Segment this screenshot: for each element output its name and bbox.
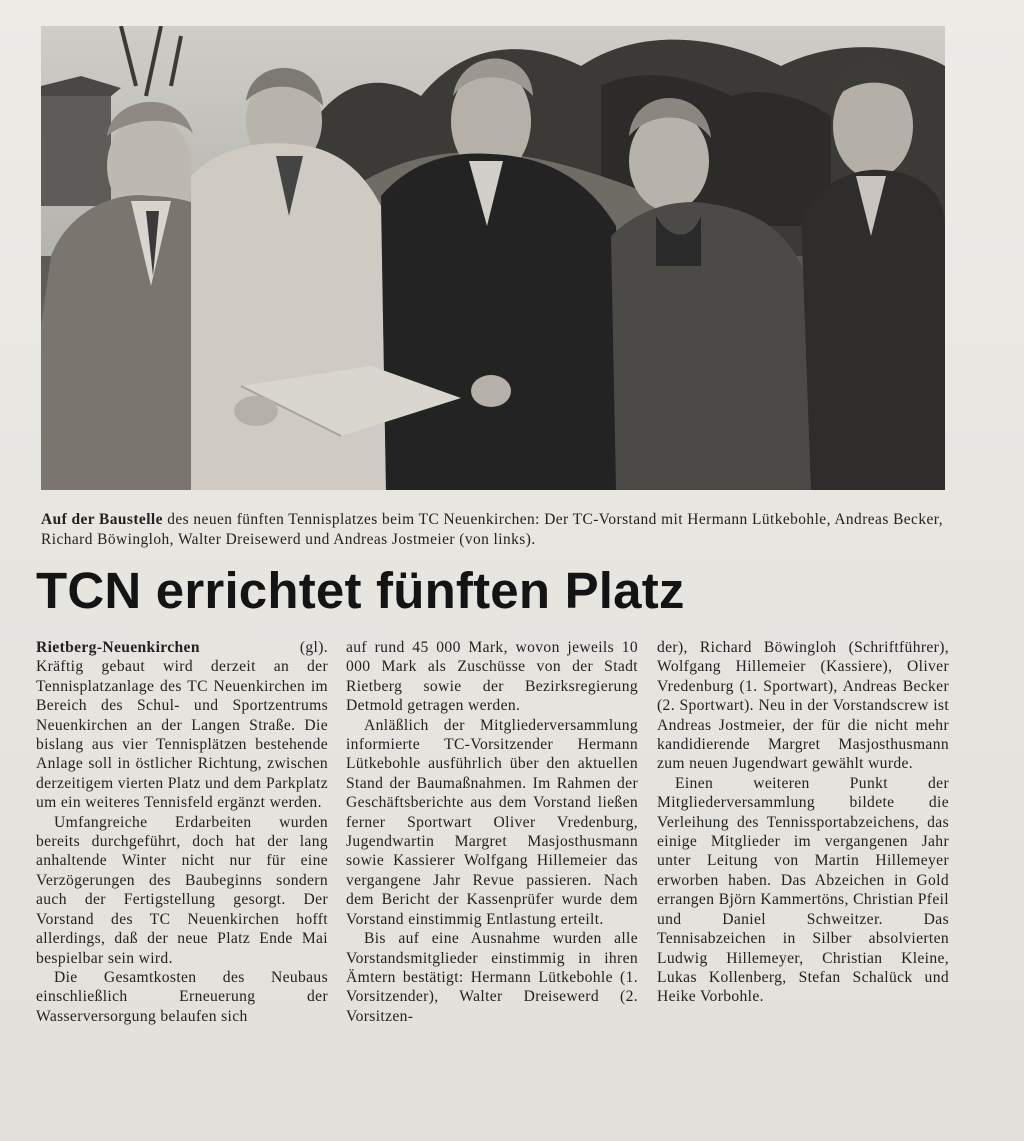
paragraph: der), Richard Böwingloh (Schriftführer), Wolfgang Hillemeier (Kassiere), Oliver Vredenburg (1. Sportwart), Andreas Becker (2. Sportwart). Neu in der Vorstandscrew ist Andreas Jostmeier, der für die nicht mehr kandidierende Margret Masjosthusmann zum neuen Jugendwart gewählt wurde.	[657, 639, 949, 773]
article-column-1	[36, 638, 328, 1026]
paragraph: Bis auf eine Ausnahme wurden alle Vorstandsmitglieder einstimmig in ihren Ämtern bestätigt: Hermann Lütkebohle (1. Vorsitzender), Walter Dreisewerd (2. Vorsitzen-	[346, 930, 638, 1025]
paragraph: Kräftig gebaut wird derzeit an der Tennisplatzanlage des TC Neuenkirchen im Bereich des Schul- und Sportzentrums Neuenkirchen an der Langen Straße. Die bislang aus vier Tennisplätzen bestehende Anlage soll in östlicher Richtung, zwischen derzeitigem vierten Platz und dem Parkplatz um ein weiteres Tennisfeld ergänzt werden.	[36, 658, 328, 812]
headline: TCN errichtet fünften Platz	[36, 562, 685, 619]
news-photo	[41, 26, 945, 490]
photo-caption	[41, 510, 951, 550]
paragraph: Einen weiteren Punkt der Mitgliederversammlung bildete die Verleihung des Tennissportabzeichens, das einige Mitglieder im vergangenen Jahr unter Leitung von Martin Hillemeyer erworben haben. Das Abzeichen in Gold errangen Björn Kammertöns, Christian Pfeil und Daniel Schweitzer. Das Tennisabzeichen in Silber absolvierten Ludwig Hillemeyer, Christian Kleine, Lukas Kollenberg, Stefan Schalück und Heike Vorbohle.	[657, 774, 949, 1006]
dateline	[36, 638, 328, 657]
photo-icon	[41, 26, 945, 490]
caption-text: des neuen fünften Tennisplatzes beim TC Neuenkirchen: Der TC-Vorstand mit Hermann Lütkebohle, Andreas Becker, Richard Böwingloh, Walter Dreisewerd und Andreas Jostmeier (von links).	[41, 511, 944, 548]
article-column-3	[657, 638, 949, 1007]
caption-lead: Auf der Baustelle	[41, 511, 163, 528]
dateline-source: (gl).	[299, 639, 328, 656]
paragraph: Anläßlich der Mitgliederversammlung informierte TC-Vorsitzender Hermann Lütkebohle ausführlich über den aktuellen Stand der Baumaßnahmen. Im Rahmen der Geschäftsberichte aus dem Vorstand ließen ferner Sportwart Oliver Vredenburg, Jugendwartin Margret Masjosthusmann sowie Kassierer Wolfgang Hillemeier das vergangene Jahr Revue passieren. Nach dem Bericht der Kassenprüfer wurde dem Vorstand einstimmig Entlastung erteilt.	[346, 716, 638, 928]
paragraph: auf rund 45 000 Mark, wovon jeweils 10 000 Mark als Zuschüsse von der Stadt Rietberg sowie der Bezirksregierung Detmold getragen werden.	[346, 639, 638, 715]
dateline-place: Rietberg-Neuenkirchen	[36, 639, 200, 656]
paragraph: Umfangreiche Erdarbeiten wurden bereits durchgeführt, doch hat der lang anhaltende Winter nicht nur für eine Verzögerungen des Baubeginns sondern auch der Fertigstellung gesorgt. Der Vorstand des TC Neuenkirchen hofft allerdings, daß der neue Platz Ende Mai bespielbar sein wird.	[36, 813, 328, 967]
paragraph: Die Gesamtkosten des Neubaus einschließlich Erneuerung der Wasserversorgung belaufen sich	[36, 968, 328, 1025]
article-column-2	[346, 638, 638, 1026]
